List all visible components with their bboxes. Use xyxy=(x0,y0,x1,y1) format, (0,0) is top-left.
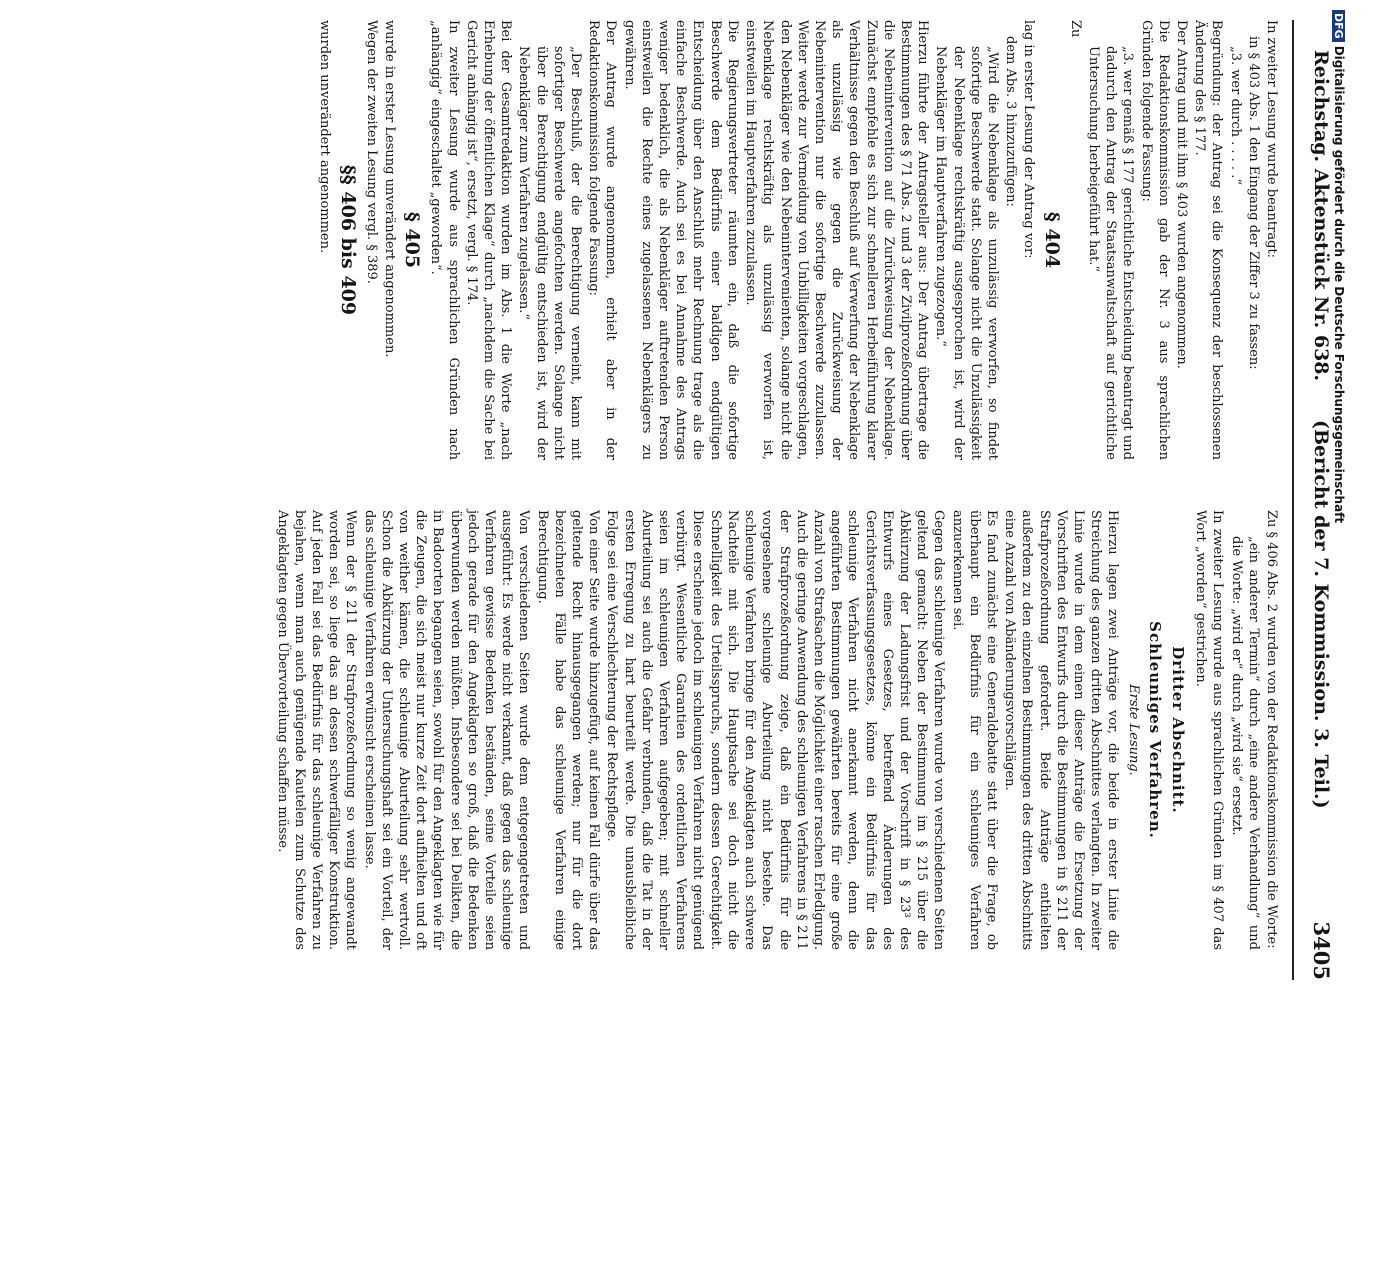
section-heading: § 405 xyxy=(401,211,424,269)
page-header xyxy=(1294,20,1340,980)
paragraph: dem Abs. 3 hinzuzufügen: xyxy=(1003,36,1019,207)
section-heading: Dritter Abschnitt. xyxy=(1168,646,1187,814)
dfg-logo-icon: DFG xyxy=(1332,10,1345,42)
paragraph: In zweiter Lesung wurde aus sprachlichen Gründen nach „anhängig“ eingeschaltet „geworden“. xyxy=(428,20,461,460)
right-column xyxy=(272,510,1280,950)
paragraph: Der Antrag und mit ihm § 403 wurden angenommen. xyxy=(1173,20,1189,369)
paragraph: Von einer Seite wurde hinzugefügt, auf keinen Fall dürfe über das geltende Recht hinausgegangen werden; nur für die dort bezeichneten Fälle habe das schleunige Verfahren einige Berechtigung. xyxy=(534,510,602,950)
paragraph: Wegen der zweiten Lesung vergl. § 389. xyxy=(363,20,379,284)
paragraph: Zu § 406 Abs. 2 wurden von der Redaktionskommission die Worte: xyxy=(1264,510,1279,949)
paragraph: in § 403 Abs. 1 den Eingang der Ziffer 3 zu fassen: xyxy=(1245,36,1261,370)
page-number: 3405 xyxy=(1309,921,1334,980)
header-rule xyxy=(1292,20,1294,980)
paragraph: Der Antrag wurde angenommen, erhielt aber in der Redaktionskommission folgende Fassung: xyxy=(586,20,619,460)
section-heading: §§ 406 bis 409 xyxy=(336,164,359,316)
section-heading: § 404 xyxy=(1040,211,1063,269)
quoted-text: „3. wer gemäß § 177 gerichtliche Entscheidung beantragt und dadurch den Antrag der Staatsanwaltschaft auf gerichtliche Untersuchung herbeigeführt hat.“ xyxy=(1085,46,1136,460)
paragraph: wurde in erster Lesung unverändert angenommen. xyxy=(382,20,398,358)
header-center: (Bericht der 7. Kommission. 3. Teil.) xyxy=(1310,420,1332,809)
paragraph: Begründung: der Antrag sei die Konsequenz der beschlossenen Änderung des § 177. xyxy=(1192,20,1225,460)
paragraph: Zu xyxy=(1067,20,1083,38)
paragraph: Die Redaktionskommission gab der Nr. 3 aus sprachlichen Gründen folgende Fassung: xyxy=(1138,20,1171,460)
quoted-text: „3. wer durch . . . . .“ xyxy=(1227,46,1243,185)
paragraph: Die Regierungsvertreter räumten ein, daß die sofortige Beschwerde dem Bedürfnis einer baldigen endgültigen Entscheidung über den Anschluß mehr Rechnung trage als die einfache Beschwerde. Auch sei es bei Annahme des Antrags weniger bedenklich, die als Nebenkläger auftretenden Person einstweilen die Rechte eines zugelassenen Nebenklägers zu gewähren. xyxy=(621,20,740,460)
paragraph: In zweiter Lesung wurde aus sprachlichen Gründen im § 407 das Wort „worden“ gestrichen. xyxy=(1193,510,1226,950)
paragraph: Es fand zunächst eine Generaldebatte statt über die Frage, ob überhaupt ein Bedürfnis für ein schleuniges Verfahren anzuerkennen sei. xyxy=(949,510,999,950)
quoted-text: „Der Beschluß, der die Berechtigung verneint, kann mit sofortiger Beschwerde angefochten werden. Solange nicht über die Berechtigung endgültig entschieden ist, wird der Nebenkläger zum Verfahren zugelassen.“ xyxy=(516,46,584,460)
paragraph: Bei der Gesamtredaktion wurden im Abs. 1 die Worte „nach Erhebung der öffentlichen Klage“ durch „nachdem die Sache bei Gericht anhängig ist“, ersetzt, vergl. § 174. xyxy=(463,20,514,460)
left-column xyxy=(315,20,1280,460)
section-heading: Schleuniges Verfahren. xyxy=(1145,621,1164,839)
paragraph: In zweiter Lesung wurde beantragt: xyxy=(1264,20,1279,259)
paragraph: Gegen das schleunige Verfahren wurde von verschiedenen Seiten geltend gemacht: Neben der Bestimmung im § 215 über die Abkürzung der Ladungsfrist und der Vorschrift in § 23³ des Entwurfs eines Gesetzes, betreffend Änderungen des Gerichtsverfassungsgesetzes, könne ein Bedürfnis für das schleunige Verfahren nicht anerkannt werden, denn die angeführten Bestimmungen gewährten bereits für eine große Anzahl von Strafsachen die Möglichkeit einer raschen Erledigung. Auch die geringe Anwendung des schleunigen Verfahrens in § 211 der Strafprozeßordnung zeige, daß ein Bedürfnis für die vorgesehene schleunige Aburteilung nicht bestehe. Das schleunige Verfahren bringe für den Angeklagten auch schwere Nachteile mit sich. Die Hauptsache sei doch nicht die Schnelligkeit des Urteilsspruchs, sondern dessen Gerechtigkeit. Diese erscheine jedoch im schleunigen Verfahren nicht genügend verbürgt. Wesentliche Garantien des ordentlichen Verfahrens seien im schleunigen Verfahren aufgegeben; mit schneller Aburteilung sei auch die Gefahr verbunden, daß die Tat in der ersten Erregung zu hart beurteilt werde. Die unausbleibliche Folge sei eine Verschlechterung der Rechtspflege. xyxy=(604,510,947,950)
paragraph: Von verschiedenen Seiten wurde dem entgegengetreten und ausgeführt: Es werde nicht verkannt, daß gegen das schleunige Verfahren gewisse Bedenken beständen, seine Vorteile seien jedoch gerade für den Angeklagten so groß, daß die Bedenken überwunden werden müßten. Insbesondere sei bei Delikten, die in Badoorten begangen seien, sowohl für den Angeklagten wie für die Zeugen, die sich meist nur kurze Zeit dort aufhielten und oft von weither kämen, die schleunige Aburteilung sehr wertvoll. Schon die Abkürzung der Untersuchungshaft sei ein Vorteil, der das schleunige Verfahren erwünscht erscheinen lasse. xyxy=(361,510,532,950)
section-heading: Erste Lesung. xyxy=(1125,684,1141,776)
digitization-credit-text: Digitalisierung gefördert durch die Deutsche Forschungsgemeinschaft xyxy=(1332,45,1346,524)
quoted-text: „ein anderer Termin“ durch „eine andere Verhandlung“ und die Worte: „wird er“ durch „wird sie“ ersetzt. xyxy=(1228,536,1261,950)
paragraph: lag in erster Lesung der Antrag vor: xyxy=(1021,20,1037,259)
document-page xyxy=(60,20,1340,980)
paragraph: Hierzu führte der Antragsteller aus: Der Antrag übertrage die Bestimmungen des § 71 Abs. 2 und 3 der Zivilprozeßordnung über die Nebenintervention auf die Zurückweisung der Nebenklage. Zunächst empfehle es sich zur schnelleren Herbeiführung klarer Verhältnisse gegen den Beschluß auf Verwerfung der Nebenklage als unzulässig wie gegen die Zurückweisung der Nebenintervention nur die sofortige Beschwerde zuzulassen. Weiter werde zur Vermeidung von Unbilligkeiten vorgeschlagen, den Nebenkläger wie den Nebenintervenienten, solange nicht die Nebenklage rechtskräftig als unzulässig verworfen ist, einstweilen im Hauptverfahren zuzulassen. xyxy=(743,20,931,460)
paragraph: wurden unverändert angenommen. xyxy=(317,20,333,254)
paragraph: Wenn der § 211 der Strafprozeßordnung so wenig angewandt worden sei, so liege das an dessen schwerfälliger Konstruktion. Auf jeden Fall sei das Bedürfnis für das schleunige Verfahren zu bejahen, wenn man auch genügende Kautelen zum Schutze des Angeklagten gegen Übervorteilung schaffen müsse. xyxy=(274,510,359,950)
header-left: Reichstag. Aktenstück Nr. 638. xyxy=(1310,50,1332,382)
paragraph: Hierzu lagen zwei Anträge vor, die beide in erster Linie die Streichung des ganzen dritten Abschnittes verlangten. In zweiter Linie wurde in dem einen dieser Anträge die Ersetzung der Vorschriften des Entwurfs durch die Bestimmungen in § 211 der Strafprozeßordnung gefordert. Beide Anträge enthielten außerdem zu den einzelnen Bestimmungen des dritten Abschnitts eine Anzahl von Abänderungsvorschlägen. xyxy=(1002,510,1121,950)
quoted-text: „Wird die Nebenklage als unzulässig verworfen, so findet sofortige Beschwerde statt. Solange nicht die Unzulässigkeit der Nebenklage rechtskräftig ausgesprochen ist, wird der Nebenkläger im Hauptverfahren zugezogen.“ xyxy=(933,46,1000,460)
